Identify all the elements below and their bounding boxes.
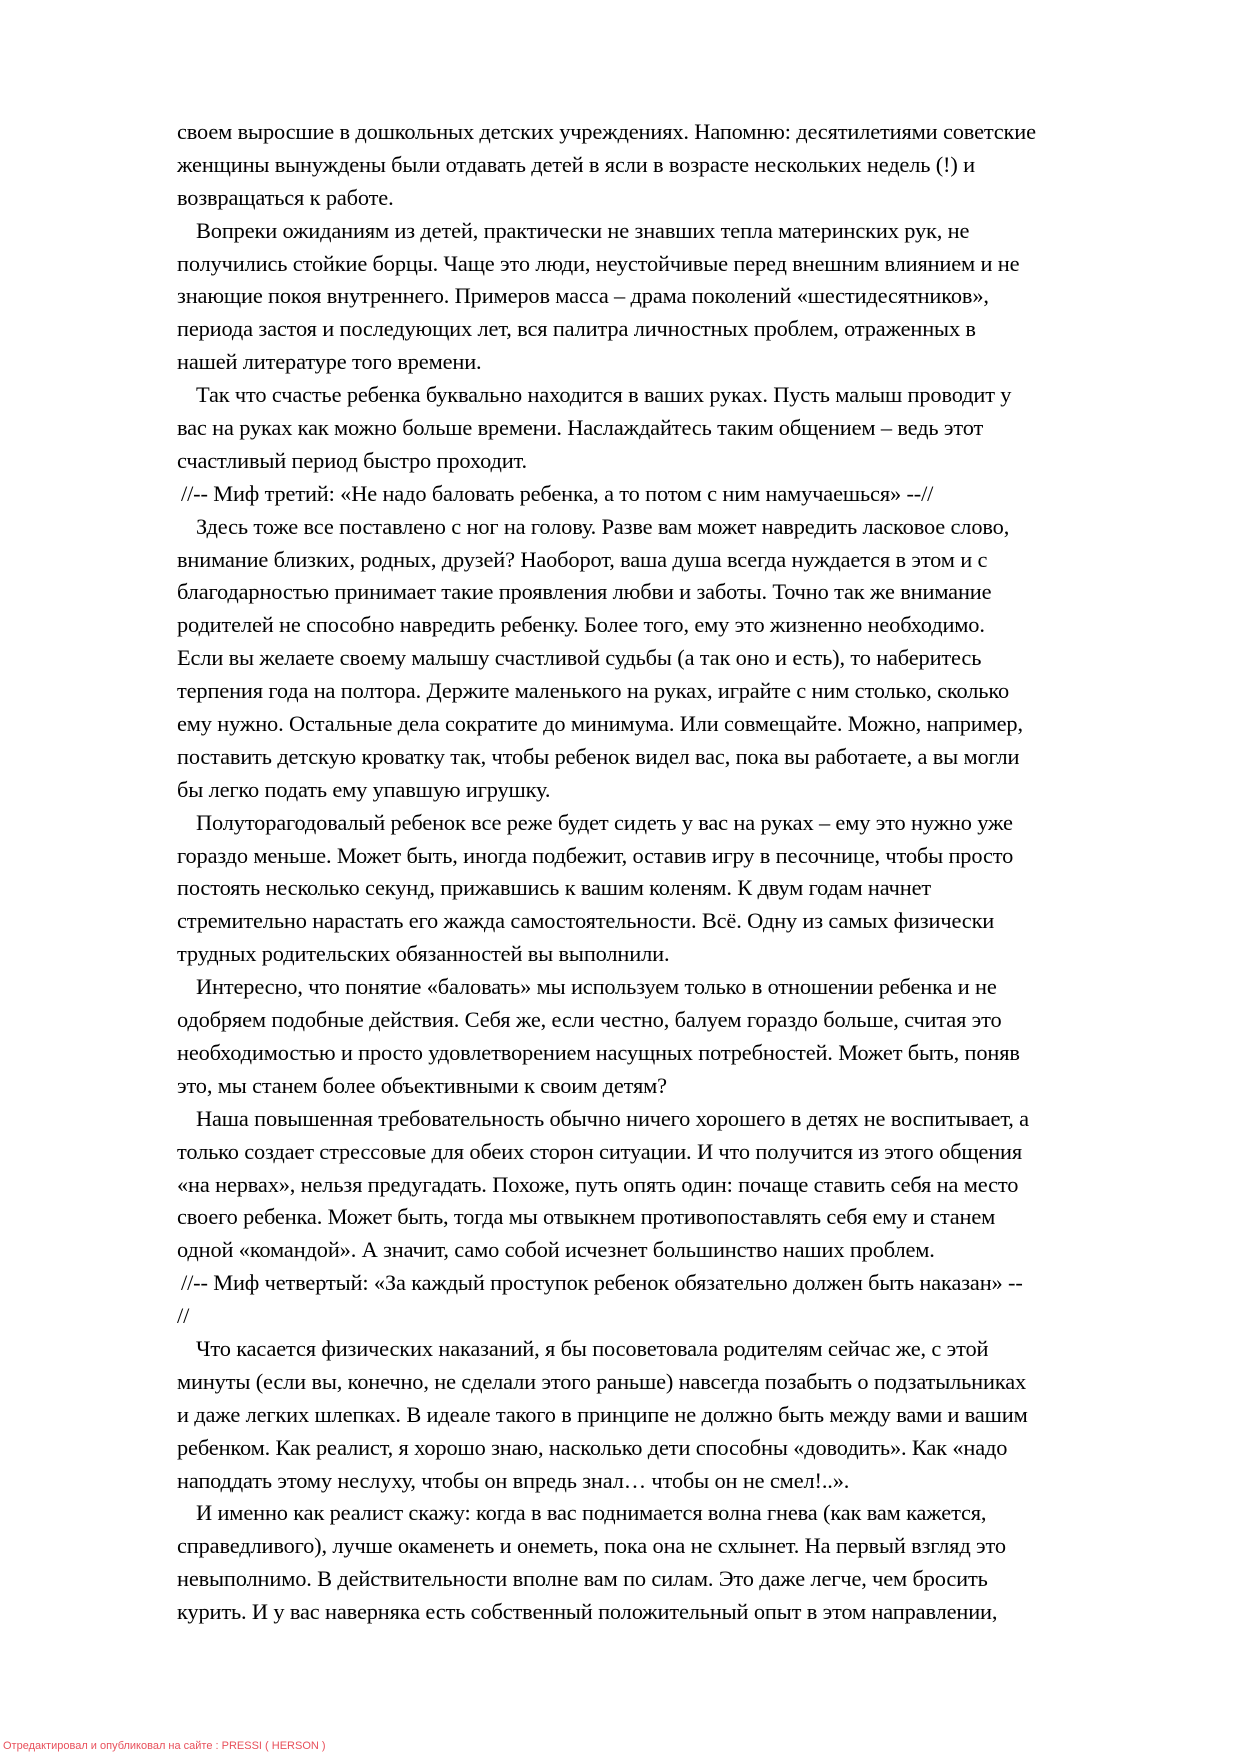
- paragraph-start-line: Полуторагодовалый ребенок все реже будет сидеть у вас на руках – ему это нужно уже: [196, 809, 1013, 835]
- text-line: родителей не способно навредить ребенку. Более того, ему это жизненно необходимо.: [177, 612, 985, 638]
- text-line: курить. И у вас наверняка есть собственный положительный опыт в этом направлении,: [177, 1599, 998, 1625]
- paragraph-start-line: Так что счастье ребенка буквально находится в ваших руках. Пусть малыш проводит у: [196, 382, 1012, 408]
- publisher-footer-note: Отредактировал и опубликовал на сайте : PRESSI ( HERSON ): [3, 1740, 326, 1752]
- paragraph-start-line: Здесь тоже все поставлено с ног на голову. Разве вам может навредить ласковое слово,: [196, 513, 1010, 539]
- paragraph-start-line: Что касается физических наказаний, я бы посоветовала родителям сейчас же, с этой: [196, 1335, 989, 1361]
- text-line: одобряем подобные действия. Себя же, если честно, балуем гораздо больше, считая это: [177, 1007, 1002, 1033]
- section-heading-myth-three: //-- Миф третий: «Не надо баловать ребенка, а то потом с ним намучаешься» --//: [181, 480, 934, 506]
- section-heading-continuation: //: [177, 1303, 190, 1329]
- text-line: знающие покоя внутреннего. Примеров масса – драма поколений «шестидесятников»,: [177, 283, 989, 309]
- section-heading-myth-four: //-- Миф четвертый: «За каждый проступок ребенок обязательно должен быть наказан» --: [181, 1270, 1023, 1296]
- text-line: трудных родительских обязанностей вы выполнили.: [177, 941, 670, 967]
- text-line: «на нервах», нельзя предугадать. Похоже, путь опять один: почаще ставить себя на место: [177, 1171, 1019, 1197]
- text-line: внимание близких, родных, друзей? Наоборот, ваша душа всегда нуждается в этом и с: [177, 546, 988, 572]
- body-text: [177, 116, 1177, 1629]
- text-line: нашей литературе того времени.: [177, 349, 482, 375]
- text-line: справедливого), лучше окаменеть и онеметь, пока она не схлынет. На первый взгляд это: [177, 1533, 1006, 1559]
- text-line: и даже легких шлепках. В идеале такого в принципе не должно быть между вами и вашим: [177, 1401, 1028, 1427]
- text-line: поставить детскую кроватку так, чтобы ребенок видел вас, пока вы работаете, а вы могли: [177, 743, 1020, 769]
- text-line: Если вы желаете своему малышу счастливой судьбы (а так оно и есть), то наберитесь: [177, 645, 982, 671]
- text-line: периода застоя и последующих лет, вся палитра личностных проблем, отраженных в: [177, 316, 976, 342]
- text-line: своего ребенка. Может быть, тогда мы отвыкнем противопоставлять себя ему и станем: [177, 1204, 996, 1230]
- text-line: вас на руках как можно больше времени. Наслаждайтесь таким общением – ведь этот: [177, 415, 984, 441]
- text-line: стремительно нарастать его жажда самостоятельности. Всё. Одну из самых физически: [177, 908, 995, 934]
- text-line: терпения года на полтора. Держите маленького на руках, играйте с ним столько, сколько: [177, 678, 1010, 704]
- text-line: ему нужно. Остальные дела сократите до минимума. Или совмещайте. Можно, например,: [177, 711, 1023, 737]
- paragraph-start-line: Наша повышенная требовательность обычно ничего хорошего в детях не воспитывает, а: [196, 1105, 1029, 1131]
- text-line: невыполнимо. В действительности вполне вам по силам. Это даже легче, чем бросить: [177, 1566, 988, 1592]
- text-line: гораздо меньше. Может быть, иногда подбежит, оставив игру в песочнице, чтобы просто: [177, 842, 1014, 868]
- text-line: счастливый период быстро проходит.: [177, 447, 527, 473]
- text-line: ребенком. Как реалист, я хорошо знаю, насколько дети способны «доводить». Как «надо: [177, 1434, 1008, 1460]
- text-line: своем выросшие в дошкольных детских учреждениях. Напомню: десятилетиями советские: [177, 119, 1036, 144]
- paragraph-start-line: И именно как реалист скажу: когда в вас поднимается волна гнева (как вам кажется,: [196, 1500, 987, 1526]
- text-line: получились стойкие борцы. Чаще это люди, неустойчивые перед внешним влиянием и не: [177, 250, 1020, 276]
- text-line: благодарностью принимает такие проявления любви и заботы. Точно так же внимание: [177, 579, 992, 605]
- paragraph-start-line: Вопреки ожиданиям из детей, практически не знавших тепла материнских рук, не: [196, 217, 970, 243]
- text-line: женщины вынуждены были отдавать детей в ясли в возрасте нескольких недель (!) и: [177, 151, 975, 177]
- text-line: постоять несколько секунд, прижавшись к вашим коленям. К двум годам начнет: [177, 875, 932, 901]
- text-line: необходимостью и просто удовлетворением насущных потребностей. Может быть, поняв: [177, 1039, 1020, 1065]
- text-line: минуты (если вы, конечно, не сделали этого раньше) навсегда позабыть о подзатыльниках: [177, 1368, 1027, 1394]
- text-line: одной «командой». А значит, само собой исчезнет большинство наших проблем.: [177, 1237, 935, 1263]
- text-line: это, мы станем более объективными к своим детям?: [177, 1072, 667, 1098]
- paragraph-start-line: Интересно, что понятие «баловать» мы используем только в отношении ребенка и не: [196, 974, 997, 1000]
- text-line: возвращаться к работе.: [177, 184, 394, 210]
- text-line: наподдать этому неслуху, чтобы он впредь знал… чтобы он не смел!..».: [177, 1467, 850, 1493]
- text-line: бы легко подать ему упавшую игрушку.: [177, 776, 551, 802]
- text-line: только создает стрессовые для обеих сторон ситуации. И что получится из этого общения: [177, 1138, 1023, 1164]
